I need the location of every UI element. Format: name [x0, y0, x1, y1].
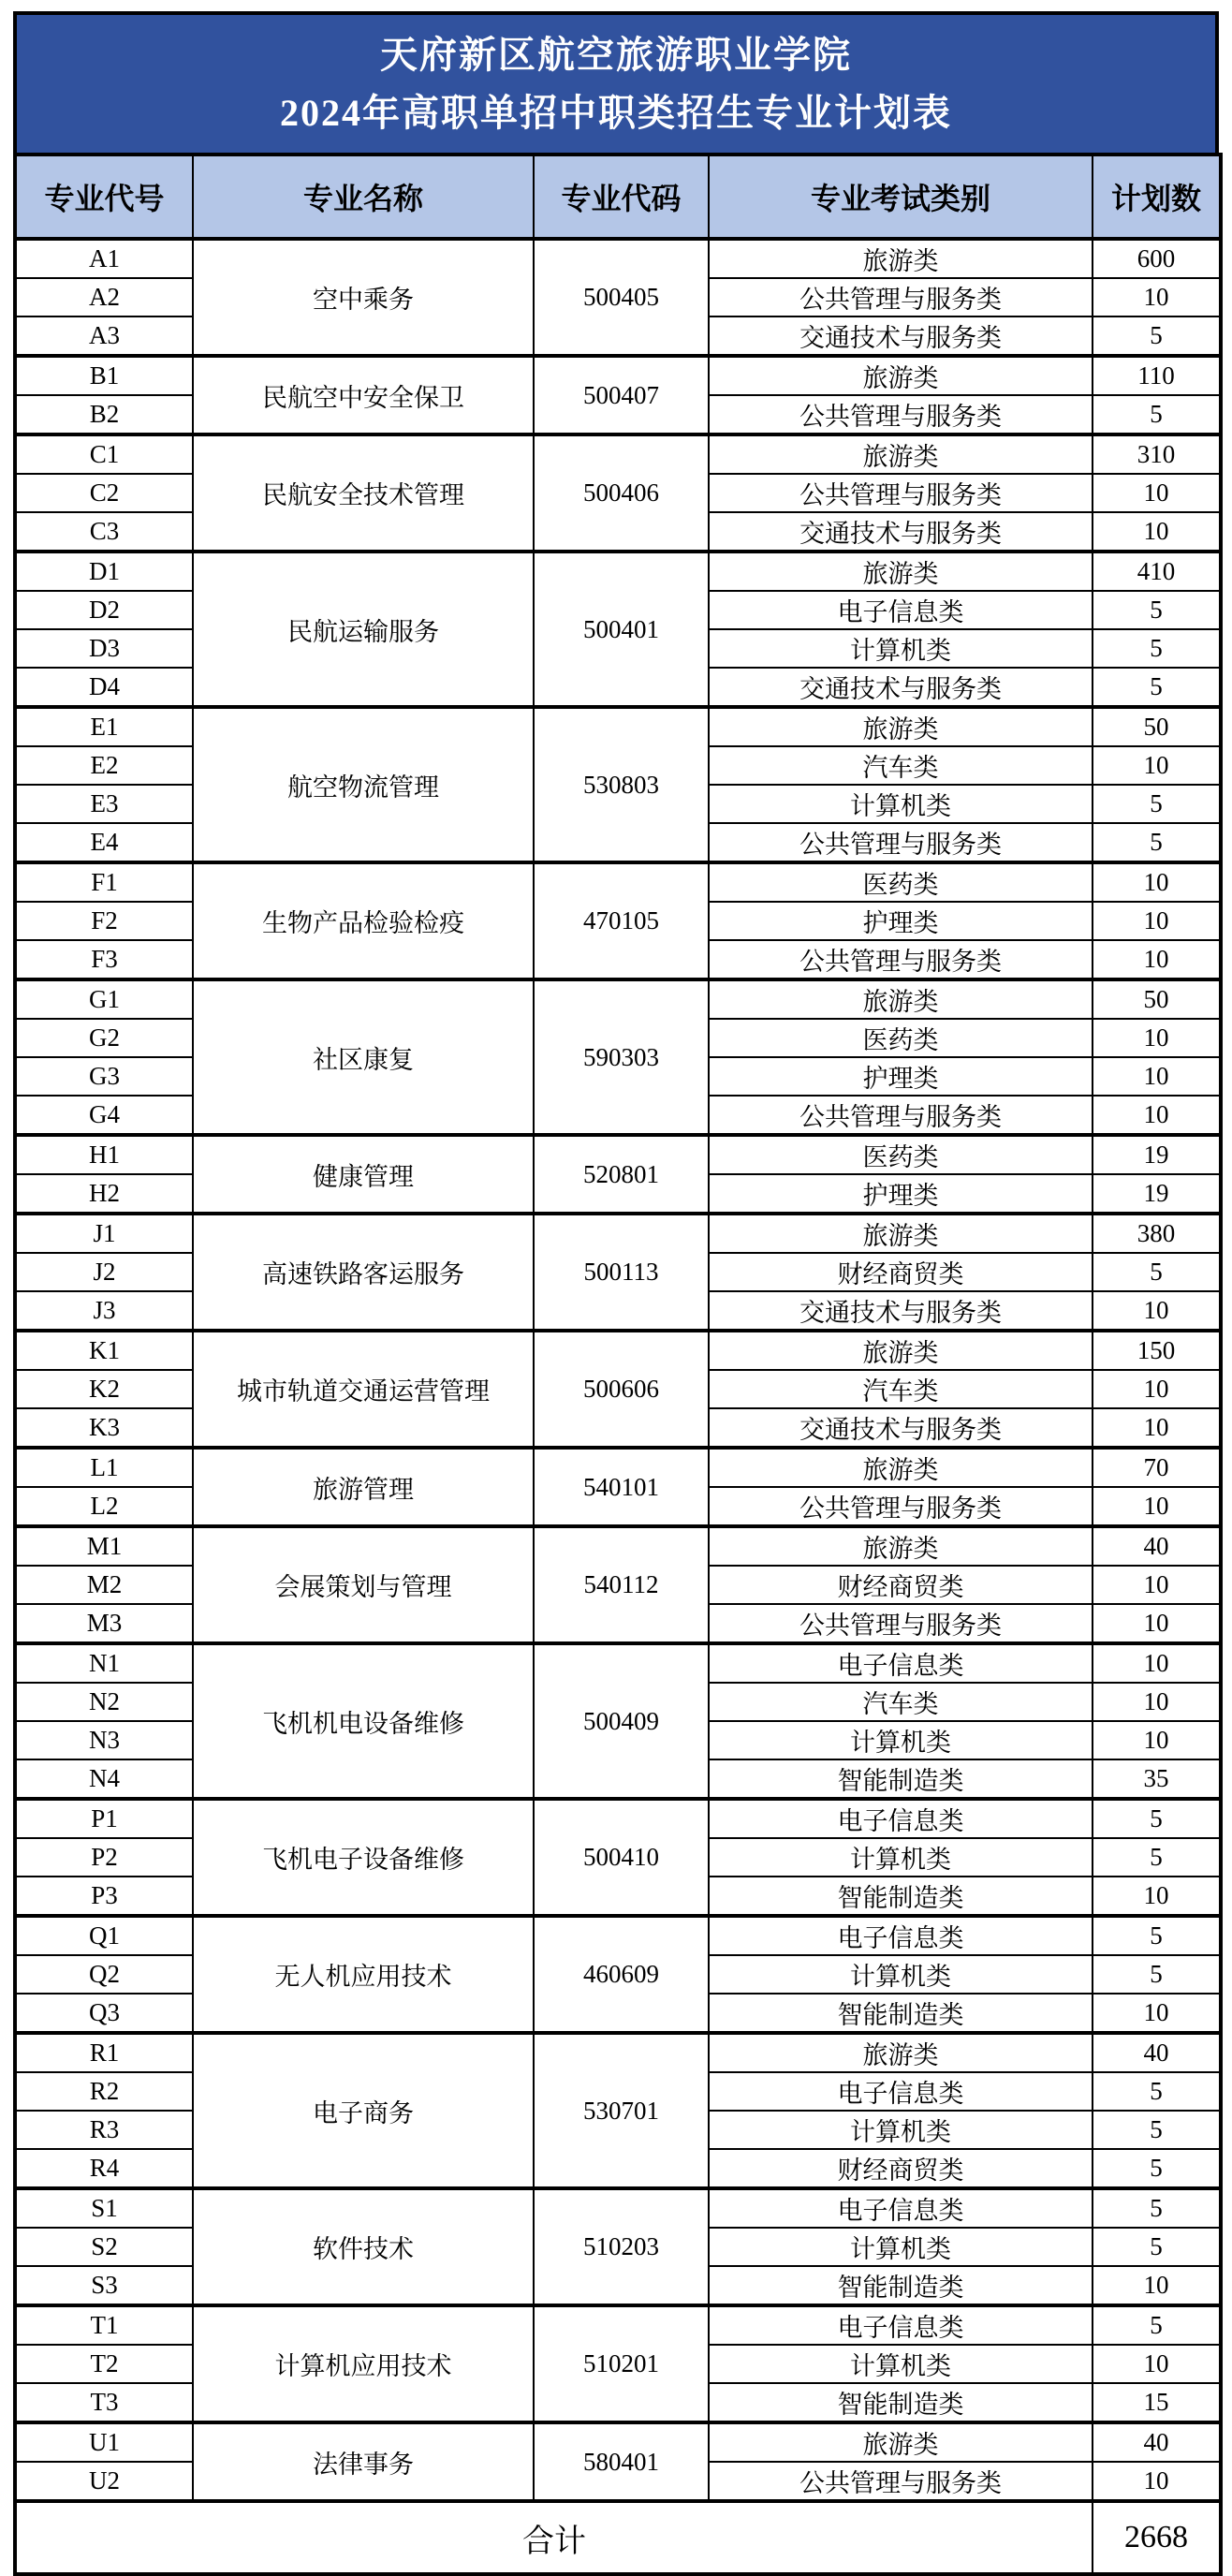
plan-count-cell: 5 [1093, 2111, 1221, 2149]
plan-count-cell: 10 [1093, 1019, 1221, 1057]
exam-category-cell: 护理类 [709, 902, 1093, 940]
exam-category-cell: 公共管理与服务类 [709, 1487, 1093, 1526]
plan-count-cell: 10 [1093, 512, 1221, 552]
major-code-cell: N1 [15, 1643, 193, 1683]
major-number-cell: 460609 [534, 1916, 709, 2033]
major-code-cell: H2 [15, 1174, 193, 1214]
plan-count-cell: 10 [1093, 278, 1221, 316]
table-row [15, 707, 1221, 746]
exam-category-cell: 电子信息类 [709, 2072, 1093, 2111]
major-code-cell: M2 [15, 1566, 193, 1604]
plan-count-cell: 10 [1093, 2345, 1221, 2383]
major-number-cell: 470105 [534, 862, 709, 979]
exam-category-cell: 旅游类 [709, 239, 1093, 278]
plan-count-cell: 5 [1093, 395, 1221, 434]
table-row [15, 552, 1221, 591]
page-title-line2: 2024年高职单招中职类招生专业计划表 [280, 91, 952, 134]
major-code-cell: C2 [15, 474, 193, 512]
plan-count-cell: 70 [1093, 1448, 1221, 1487]
plan-count-cell: 150 [1093, 1331, 1221, 1370]
major-number-cell: 500113 [534, 1214, 709, 1331]
major-code-cell: H1 [15, 1135, 193, 1174]
table-row [15, 2033, 1221, 2072]
plan-count-cell: 110 [1093, 356, 1221, 395]
plan-count-cell: 10 [1093, 1370, 1221, 1408]
major-name-cell: 软件技术 [193, 2188, 534, 2305]
major-code-cell: P2 [15, 1838, 193, 1877]
major-code-cell: Q1 [15, 1916, 193, 1955]
exam-category-cell: 旅游类 [709, 552, 1093, 591]
plan-count-cell: 10 [1093, 1096, 1221, 1135]
plan-count-cell: 5 [1093, 591, 1221, 629]
header-cell-plan-count: 计划数 [1093, 155, 1221, 239]
exam-category-cell: 计算机类 [709, 2345, 1093, 2383]
exam-category-cell: 计算机类 [709, 1955, 1093, 1994]
table-row [15, 1135, 1221, 1174]
major-code-cell: S1 [15, 2188, 193, 2228]
major-number-cell: 510201 [534, 2305, 709, 2422]
exam-category-cell: 旅游类 [709, 356, 1093, 395]
exam-category-cell: 旅游类 [709, 707, 1093, 746]
exam-category-cell: 旅游类 [709, 1448, 1093, 1487]
exam-category-cell: 旅游类 [709, 2422, 1093, 2462]
enrollment-plan-table [13, 153, 1223, 2576]
exam-category-cell: 财经商贸类 [709, 2149, 1093, 2188]
exam-category-cell: 电子信息类 [709, 1643, 1093, 1683]
plan-count-cell: 10 [1093, 2462, 1221, 2501]
plan-count-cell: 50 [1093, 707, 1221, 746]
plan-count-cell: 10 [1093, 1057, 1221, 1096]
major-name-cell: 无人机应用技术 [193, 1916, 534, 2033]
exam-category-cell: 计算机类 [709, 785, 1093, 823]
major-name-cell: 民航运输服务 [193, 552, 534, 707]
major-number-cell: 530701 [534, 2033, 709, 2188]
major-code-cell: Q2 [15, 1955, 193, 1994]
major-name-cell: 飞机机电设备维修 [193, 1643, 534, 1799]
header-cell-exam-category: 专业考试类别 [709, 155, 1093, 239]
major-code-cell: U1 [15, 2422, 193, 2462]
exam-category-cell: 旅游类 [709, 2033, 1093, 2072]
major-code-cell: F2 [15, 902, 193, 940]
exam-category-cell: 计算机类 [709, 1838, 1093, 1877]
major-number-cell: 500606 [534, 1331, 709, 1448]
table-row [15, 356, 1221, 395]
table-row [15, 434, 1221, 474]
plan-table-body [15, 239, 1221, 2501]
plan-count-cell: 5 [1093, 629, 1221, 668]
exam-category-cell: 公共管理与服务类 [709, 395, 1093, 434]
major-code-cell: S2 [15, 2228, 193, 2266]
major-code-cell: G3 [15, 1057, 193, 1096]
exam-category-cell: 汽车类 [709, 1370, 1093, 1408]
major-code-cell: L1 [15, 1448, 193, 1487]
plan-count-cell: 5 [1093, 316, 1221, 356]
exam-category-cell: 旅游类 [709, 979, 1093, 1019]
table-row [15, 2422, 1221, 2462]
exam-category-cell: 电子信息类 [709, 1916, 1093, 1955]
exam-category-cell: 医药类 [709, 862, 1093, 902]
exam-category-cell: 护理类 [709, 1174, 1093, 1214]
major-code-cell: D2 [15, 591, 193, 629]
major-code-cell: R2 [15, 2072, 193, 2111]
major-code-cell: T3 [15, 2383, 193, 2422]
plan-count-cell: 5 [1093, 2305, 1221, 2345]
major-code-cell: K2 [15, 1370, 193, 1408]
exam-category-cell: 旅游类 [709, 434, 1093, 474]
plan-count-cell: 5 [1093, 1838, 1221, 1877]
major-code-cell: U2 [15, 2462, 193, 2501]
major-code-cell: C1 [15, 434, 193, 474]
plan-count-cell: 5 [1093, 2072, 1221, 2111]
exam-category-cell: 公共管理与服务类 [709, 1604, 1093, 1643]
major-name-cell: 法律事务 [193, 2422, 534, 2501]
major-number-cell: 500406 [534, 434, 709, 552]
exam-category-cell: 公共管理与服务类 [709, 2462, 1093, 2501]
major-code-cell: T1 [15, 2305, 193, 2345]
exam-category-cell: 旅游类 [709, 1214, 1093, 1253]
plan-count-cell: 10 [1093, 1877, 1221, 1916]
plan-count-cell: 10 [1093, 1408, 1221, 1448]
major-code-cell: B2 [15, 395, 193, 434]
exam-category-cell: 智能制造类 [709, 1877, 1093, 1916]
plan-count-cell: 380 [1093, 1214, 1221, 1253]
major-code-cell: D4 [15, 668, 193, 707]
major-name-cell: 电子商务 [193, 2033, 534, 2188]
major-code-cell: G1 [15, 979, 193, 1019]
plan-count-cell: 5 [1093, 1955, 1221, 1994]
exam-category-cell: 财经商贸类 [709, 1566, 1093, 1604]
major-name-cell: 城市轨道交通运营管理 [193, 1331, 534, 1448]
major-number-cell: 530803 [534, 707, 709, 862]
table-row [15, 2188, 1221, 2228]
exam-category-cell: 交通技术与服务类 [709, 1408, 1093, 1448]
plan-count-cell: 5 [1093, 1253, 1221, 1291]
major-code-cell: J3 [15, 1291, 193, 1331]
major-number-cell: 500405 [534, 239, 709, 356]
major-code-cell: C3 [15, 512, 193, 552]
major-code-cell: A2 [15, 278, 193, 316]
exam-category-cell: 公共管理与服务类 [709, 278, 1093, 316]
table-header [15, 155, 1221, 239]
plan-count-cell: 40 [1093, 1526, 1221, 1566]
header-cell-major-code: 专业代号 [15, 155, 193, 239]
exam-category-cell: 电子信息类 [709, 2305, 1093, 2345]
major-name-cell: 高速铁路客运服务 [193, 1214, 534, 1331]
plan-count-cell: 40 [1093, 2422, 1221, 2462]
major-number-cell: 520801 [534, 1135, 709, 1214]
exam-category-cell: 智能制造类 [709, 1994, 1093, 2033]
major-code-cell: D3 [15, 629, 193, 668]
plan-count-cell: 5 [1093, 823, 1221, 862]
exam-category-cell: 交通技术与服务类 [709, 512, 1093, 552]
major-number-cell: 500409 [534, 1643, 709, 1799]
plan-count-cell: 10 [1093, 746, 1221, 785]
exam-category-cell: 计算机类 [709, 1721, 1093, 1759]
major-name-cell: 社区康复 [193, 979, 534, 1135]
exam-category-cell: 计算机类 [709, 2228, 1093, 2266]
plan-count-cell: 15 [1093, 2383, 1221, 2422]
major-code-cell: R1 [15, 2033, 193, 2072]
major-code-cell: S3 [15, 2266, 193, 2305]
major-code-cell: M1 [15, 1526, 193, 1566]
table-row [15, 1916, 1221, 1955]
major-code-cell: T2 [15, 2345, 193, 2383]
plan-count-cell: 310 [1093, 434, 1221, 474]
header-row [15, 155, 1221, 239]
plan-count-cell: 600 [1093, 239, 1221, 278]
plan-count-cell: 10 [1093, 1487, 1221, 1526]
plan-count-cell: 5 [1093, 2188, 1221, 2228]
major-code-cell: E3 [15, 785, 193, 823]
major-code-cell: R3 [15, 2111, 193, 2149]
major-number-cell: 540101 [534, 1448, 709, 1526]
plan-count-cell: 5 [1093, 1916, 1221, 1955]
major-code-cell: E4 [15, 823, 193, 862]
exam-category-cell: 计算机类 [709, 629, 1093, 668]
exam-category-cell: 电子信息类 [709, 2188, 1093, 2228]
major-code-cell: M3 [15, 1604, 193, 1643]
major-number-cell: 580401 [534, 2422, 709, 2501]
major-code-cell: N2 [15, 1683, 193, 1721]
major-code-cell: N4 [15, 1759, 193, 1799]
plan-count-cell: 10 [1093, 940, 1221, 979]
plan-count-cell: 5 [1093, 785, 1221, 823]
major-name-cell: 计算机应用技术 [193, 2305, 534, 2422]
table-row [15, 862, 1221, 902]
major-code-cell: E2 [15, 746, 193, 785]
exam-category-cell: 旅游类 [709, 1526, 1093, 1566]
plan-count-cell: 50 [1093, 979, 1221, 1019]
plan-count-cell: 10 [1093, 1683, 1221, 1721]
plan-count-cell: 410 [1093, 552, 1221, 591]
exam-category-cell: 交通技术与服务类 [709, 668, 1093, 707]
major-code-cell: K3 [15, 1408, 193, 1448]
major-name-cell: 旅游管理 [193, 1448, 534, 1526]
plan-count-cell: 10 [1093, 1643, 1221, 1683]
plan-count-cell: 5 [1093, 1799, 1221, 1838]
plan-count-cell: 5 [1093, 2149, 1221, 2188]
plan-count-cell: 5 [1093, 2228, 1221, 2266]
major-code-cell: G2 [15, 1019, 193, 1057]
header-cell-major-name: 专业名称 [193, 155, 534, 239]
major-code-cell: A3 [15, 316, 193, 356]
major-code-cell: A1 [15, 239, 193, 278]
exam-category-cell: 汽车类 [709, 1683, 1093, 1721]
exam-category-cell: 智能制造类 [709, 2383, 1093, 2422]
plan-count-cell: 35 [1093, 1759, 1221, 1799]
major-code-cell: B1 [15, 356, 193, 395]
exam-category-cell: 公共管理与服务类 [709, 1096, 1093, 1135]
major-number-cell: 500407 [534, 356, 709, 434]
table-row [15, 1214, 1221, 1253]
plan-count-cell: 19 [1093, 1135, 1221, 1174]
major-number-cell: 500410 [534, 1799, 709, 1916]
major-code-cell: P3 [15, 1877, 193, 1916]
table-row [15, 1643, 1221, 1683]
exam-category-cell: 交通技术与服务类 [709, 316, 1093, 356]
major-code-cell: F1 [15, 862, 193, 902]
exam-category-cell: 智能制造类 [709, 2266, 1093, 2305]
major-code-cell: J2 [15, 1253, 193, 1291]
total-label-cell: 合计 [15, 2501, 1093, 2574]
major-code-cell: P1 [15, 1799, 193, 1838]
major-name-cell: 飞机电子设备维修 [193, 1799, 534, 1916]
major-number-cell: 510203 [534, 2188, 709, 2305]
exam-category-cell: 医药类 [709, 1019, 1093, 1057]
major-number-cell: 590303 [534, 979, 709, 1135]
header-cell-major-number: 专业代码 [534, 155, 709, 239]
exam-category-cell: 智能制造类 [709, 1759, 1093, 1799]
major-code-cell: E1 [15, 707, 193, 746]
page-title-line1: 天府新区航空旅游职业学院 [380, 33, 852, 76]
table-row [15, 1448, 1221, 1487]
table-footer [15, 2501, 1221, 2574]
table-row [15, 1331, 1221, 1370]
major-code-cell: K1 [15, 1331, 193, 1370]
plan-count-cell: 10 [1093, 474, 1221, 512]
plan-count-cell: 10 [1093, 902, 1221, 940]
plan-count-cell: 19 [1093, 1174, 1221, 1214]
plan-count-cell: 10 [1093, 1721, 1221, 1759]
plan-count-cell: 10 [1093, 1604, 1221, 1643]
exam-category-cell: 计算机类 [709, 2111, 1093, 2149]
exam-category-cell: 护理类 [709, 1057, 1093, 1096]
major-number-cell: 500401 [534, 552, 709, 707]
major-name-cell: 生物产品检验检疫 [193, 862, 534, 979]
table-row [15, 979, 1221, 1019]
exam-category-cell: 旅游类 [709, 1331, 1093, 1370]
table-row [15, 2305, 1221, 2345]
major-name-cell: 会展策划与管理 [193, 1526, 534, 1643]
table-row [15, 239, 1221, 278]
major-code-cell: D1 [15, 552, 193, 591]
plan-count-cell: 10 [1093, 2266, 1221, 2305]
exam-category-cell: 汽车类 [709, 746, 1093, 785]
exam-category-cell: 电子信息类 [709, 1799, 1093, 1838]
major-code-cell: J1 [15, 1214, 193, 1253]
exam-category-cell: 交通技术与服务类 [709, 1291, 1093, 1331]
major-name-cell: 健康管理 [193, 1135, 534, 1214]
total-value-cell: 2668 [1093, 2501, 1221, 2574]
major-name-cell: 民航空中安全保卫 [193, 356, 534, 434]
exam-category-cell: 医药类 [709, 1135, 1093, 1174]
major-name-cell: 民航安全技术管理 [193, 434, 534, 552]
plan-count-cell: 10 [1093, 1291, 1221, 1331]
major-number-cell: 540112 [534, 1526, 709, 1643]
table-row [15, 1526, 1221, 1566]
plan-count-cell: 5 [1093, 668, 1221, 707]
major-code-cell: G4 [15, 1096, 193, 1135]
major-name-cell: 空中乘务 [193, 239, 534, 356]
major-code-cell: Q3 [15, 1994, 193, 2033]
major-code-cell: R4 [15, 2149, 193, 2188]
plan-count-cell: 40 [1093, 2033, 1221, 2072]
major-code-cell: N3 [15, 1721, 193, 1759]
plan-count-cell: 10 [1093, 1994, 1221, 2033]
major-name-cell: 航空物流管理 [193, 707, 534, 862]
major-code-cell: F3 [15, 940, 193, 979]
exam-category-cell: 电子信息类 [709, 591, 1093, 629]
page-title [13, 11, 1219, 156]
exam-category-cell: 公共管理与服务类 [709, 823, 1093, 862]
total-row [15, 2501, 1221, 2574]
exam-category-cell: 财经商贸类 [709, 1253, 1093, 1291]
plan-count-cell: 10 [1093, 862, 1221, 902]
exam-category-cell: 公共管理与服务类 [709, 940, 1093, 979]
table-row [15, 1799, 1221, 1838]
exam-category-cell: 公共管理与服务类 [709, 474, 1093, 512]
major-code-cell: L2 [15, 1487, 193, 1526]
plan-count-cell: 10 [1093, 1566, 1221, 1604]
